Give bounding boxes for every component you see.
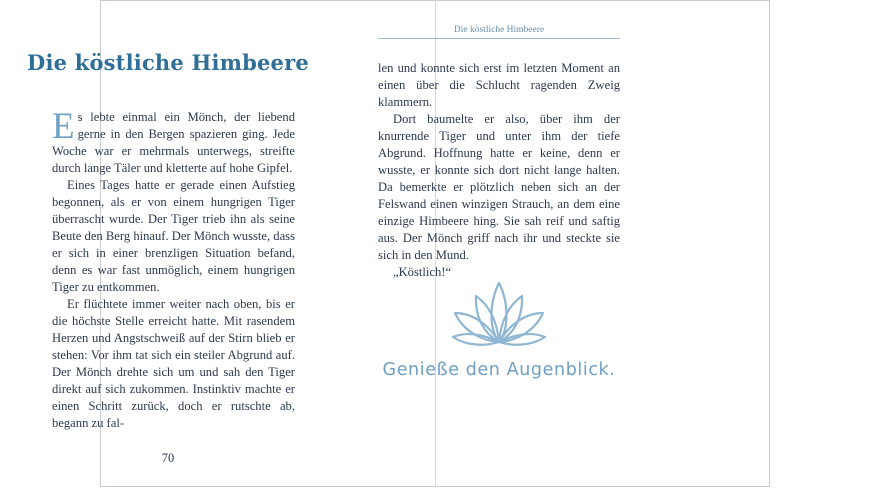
motto-text: Genieße den Augenblick. [382, 360, 616, 380]
page-number: 70 [161, 451, 175, 465]
paragraph-1-text: s lebte einmal ein Mönch, der liebend gerne in den Bergen spazieren ging. Jede Woche war er mehrmals unterwegs, streifte durch lange Täler und kletterte auf hohe Gipfel. [52, 110, 295, 175]
chapter-title: Die köstliche Himbeere [27, 50, 309, 75]
right-paragraph-2: Dort baumelte er also, über ihm der knurrende Tiger und unter ihm der tiefe Abgrund. Hoffnung hatte er keine, denn er wusste, er konnte sich dort nicht lange halten. Da bemerkte er plötzlich neben sich an der Felswand einen winzigen Strauch, an dem eine einzige Himbeere hing. Sie sah reif und saftig aus. Der Mönch griff nach ihr und steckte sie sich in den Mund. [378, 112, 620, 262]
right-page-text [378, 60, 620, 281]
running-head-rule [378, 38, 620, 39]
paragraph-1 [52, 106, 295, 177]
paragraph-2: Eines Tages hatte er gerade einen Aufstieg begonnen, als er von einem hungrigen Tiger überrascht wurde. Der Tiger trieb ihn als seine Beute den Berg hinauf. Der Mönch wusste, dass er sich in einer brenzligen Situation befand, denn es war fast unmöglich, einem hungrigen Tiger zu entkommen. [52, 178, 295, 294]
lotus-icon [449, 279, 549, 349]
right-paragraph-3: „Köstlich!“ [393, 265, 452, 279]
right-paragraph-1: len und konnte sich erst im letzten Moment an einen über die Schlucht ragenden Zweig klammern. [378, 61, 620, 109]
drop-cap: E [52, 106, 75, 147]
paragraph-3: Er flüchtete immer weiter nach oben, bis er die höchste Stelle erreicht hatte. Mit rasendem Herzen und Angstschweiß auf der Stirn blieb er stehen: Vor ihm tat sich ein steiler Abgrund auf. Der Mönch drehte sich um und sah den Tiger direkt auf sich zukommen. Instinktiv machte er einen Schritt zurück, doch er rutschte ab, begann zu fal- [52, 297, 295, 430]
left-page-text [52, 106, 295, 432]
running-head: Die köstliche Himbeere [453, 25, 545, 35]
